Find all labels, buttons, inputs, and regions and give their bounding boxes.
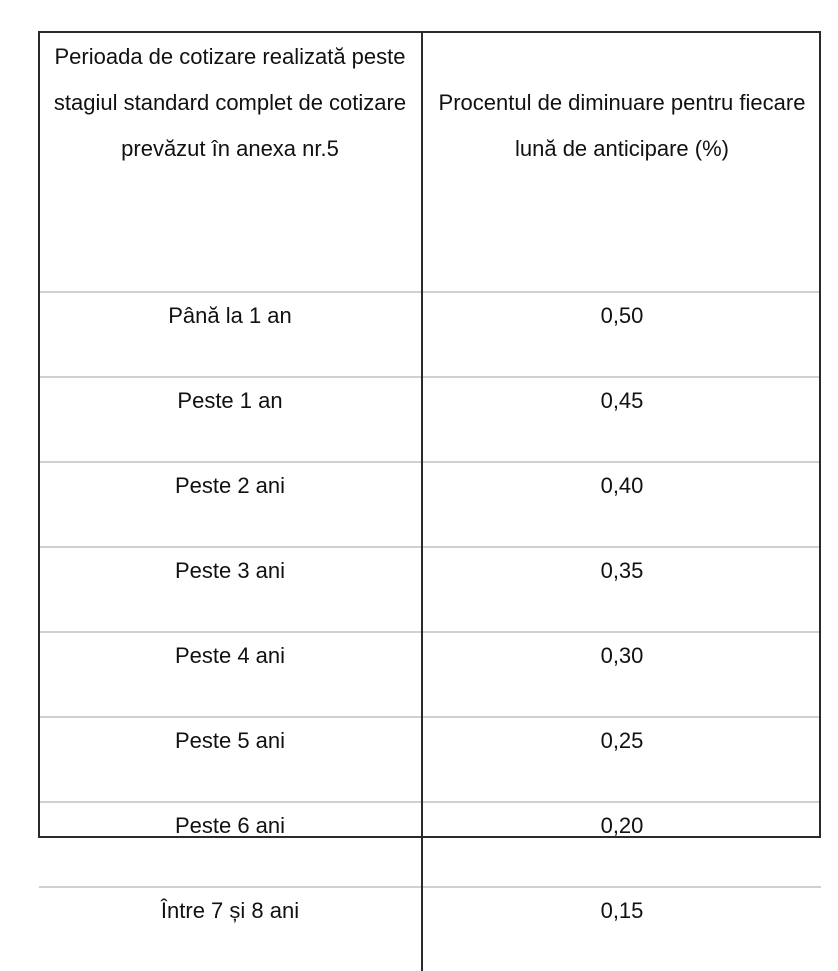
table-row <box>39 377 821 462</box>
cell-percent: 0,50 <box>422 292 821 377</box>
table-row <box>39 462 821 547</box>
table-row <box>39 632 821 717</box>
cell-period: Peste 2 ani <box>39 462 422 547</box>
table-row <box>39 717 821 802</box>
table-row <box>39 292 821 377</box>
cell-period: Peste 4 ani <box>39 632 422 717</box>
reduction-percentage-table <box>39 32 821 971</box>
cell-period: Peste 3 ani <box>39 547 422 632</box>
cell-period: Peste 1 an <box>39 377 422 462</box>
table-row <box>39 802 821 887</box>
table-row <box>39 887 821 971</box>
header-contribution-period: Perioada de cotizare realizată peste stagiul standard complet de cotizare prevăzut în anexa nr.5 <box>39 32 422 292</box>
cell-period: Peste 6 ani <box>39 802 422 887</box>
cell-percent: 0,15 <box>422 887 821 971</box>
header-reduction-percent: Procentul de diminuare pentru fiecare lună de anticipare (%) <box>438 90 806 161</box>
cell-period: Până la 1 an <box>39 292 422 377</box>
cell-percent: 0,30 <box>422 632 821 717</box>
cell-period: Peste 5 ani <box>39 717 422 802</box>
cell-percent: 0,40 <box>422 462 821 547</box>
cell-period: Între 7 și 8 ani <box>39 887 422 971</box>
cell-percent: 0,35 <box>422 547 821 632</box>
table-row <box>39 547 821 632</box>
table-header-row <box>39 32 821 292</box>
cell-percent: 0,20 <box>422 802 821 887</box>
cell-percent: 0,25 <box>422 717 821 802</box>
cell-percent: 0,45 <box>422 377 821 462</box>
